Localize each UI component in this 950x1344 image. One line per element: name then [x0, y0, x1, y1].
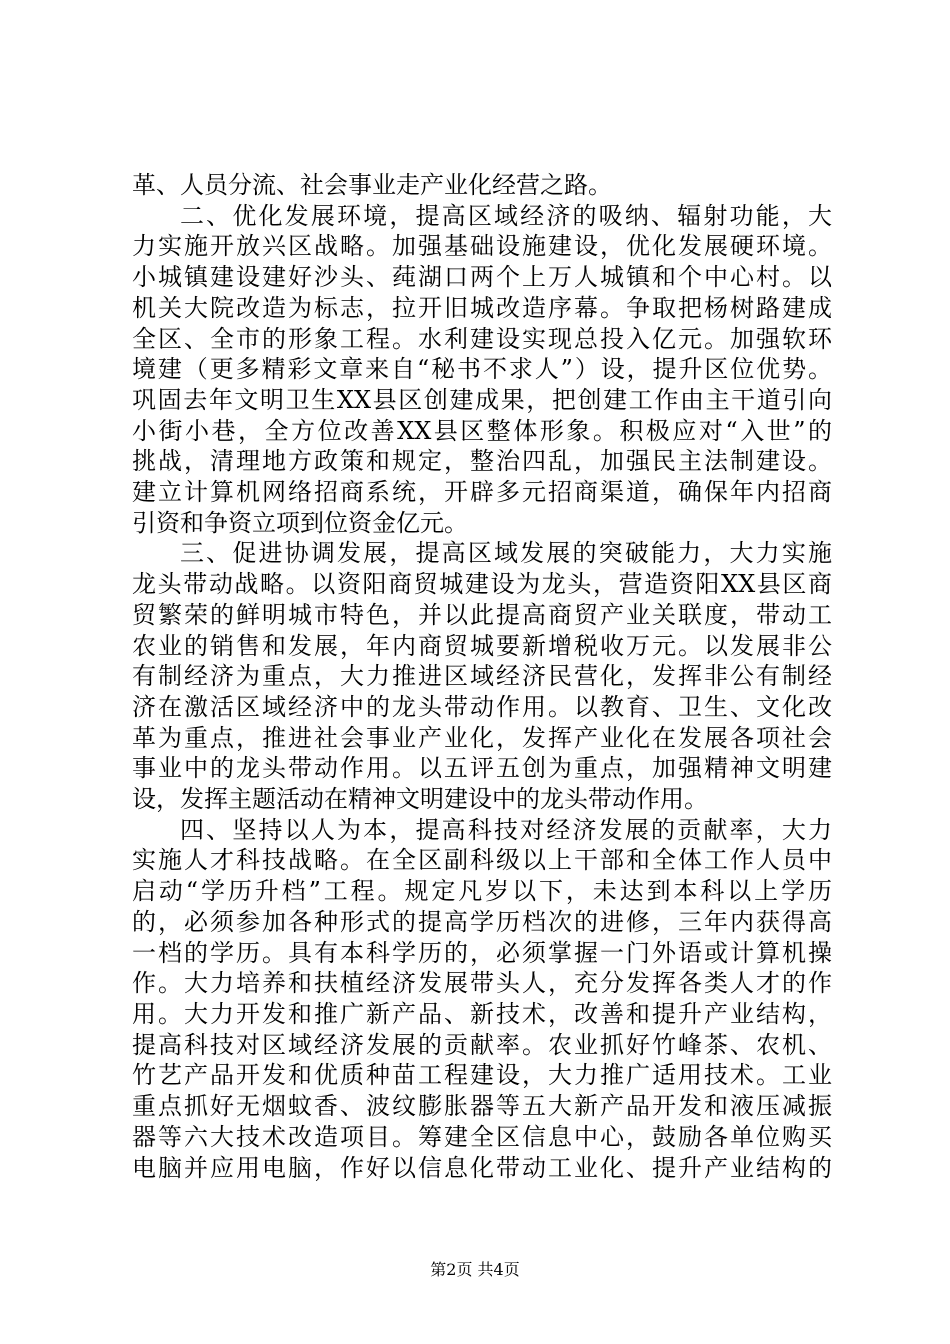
text-line: 设，发挥主题活动在精神文明建设中的龙头带动作用。 — [132, 785, 708, 814]
text-line: 挑战，清理地方政策和规定，整治四乱，加强民主法制建设。 — [132, 447, 832, 476]
text-line: 农业的销售和发展，年内商贸城要新增税收万元。以发展非公 — [132, 631, 832, 660]
text-line: 竹艺产品开发和优质种苗工程建设，大力推广适用技术。工业 — [132, 1061, 832, 1090]
paragraph-start-line: 二、优化发展环境，提高区域经济的吸纳、辐射功能，大 — [180, 201, 832, 230]
text-line: 境建（更多精彩文章来自“秘书不求人”）设，提升区位优势。 — [132, 355, 832, 384]
paragraph-start-line: 四、坚持以人为本，提高科技对经济发展的贡献率，大力 — [180, 815, 832, 844]
text-line: 龙头带动战略。以资阳商贸城建设为龙头，营造资阳XX县区商 — [132, 570, 832, 599]
text-line: 革、人员分流、社会事业走产业化经营之路。 — [132, 171, 612, 199]
body-text — [132, 170, 832, 1183]
text-line: 的，必须参加各种形式的提高学历档次的进修，三年内获得高 — [132, 907, 832, 936]
text-line: 革为重点，推进社会事业产业化，发挥产业化在发展各项社会 — [132, 723, 832, 752]
page-number-footer: 第2页 共4页 — [430, 1260, 520, 1279]
text-line: 引资和争资立项到位资金亿元。 — [132, 508, 468, 537]
text-line: 器等六大技术改造项目。筹建全区信息中心，鼓励各单位购买 — [132, 1122, 832, 1151]
text-line: 小街小巷，全方位改善XX县区整体形象。积极应对“入世”的 — [132, 416, 832, 445]
text-line: 巩固去年文明卫生XX县区创建成果，把创建工作由主干道引向 — [132, 385, 832, 414]
text-line: 贸繁荣的鲜明城市特色，并以此提高商贸产业关联度，带动工 — [132, 600, 832, 629]
text-line: 电脑并应用电脑，作好以信息化带动工业化、提升产业结构的 — [132, 1153, 832, 1182]
text-line: 一档的学历。具有本科学历的，必须掌握一门外语或计算机操 — [132, 938, 832, 967]
text-line: 提高科技对区域经济发展的贡献率。农业抓好竹峰茶、农机、 — [132, 1030, 832, 1059]
text-line: 小城镇建设建好沙头、莼湖口两个上万人城镇和个中心村。以 — [132, 263, 832, 292]
text-line: 启动“学历升档”工程。规定凡岁以下，未达到本科以上学历 — [132, 877, 832, 906]
text-line: 作。大力培养和扶植经济发展带头人，充分发挥各类人才的作 — [132, 969, 832, 998]
text-line: 力实施开放兴区战略。加强基础设施建设，优化发展硬环境。 — [132, 232, 832, 261]
text-line: 实施人才科技战略。在全区副科级以上干部和全体工作人员中 — [132, 846, 832, 875]
text-line: 重点抓好无烟蚊香、波纹膨胀器等五大新产品开发和液压减振 — [132, 1092, 832, 1121]
text-line: 事业中的龙头带动作用。以五评五创为重点，加强精神文明建 — [132, 754, 832, 783]
text-line: 有制经济为重点，大力推进区域经济民营化，发挥非公有制经 — [132, 662, 832, 691]
text-line: 济在激活区域经济中的龙头带动作用。以教育、卫生、文化改 — [132, 692, 832, 721]
text-line: 建立计算机网络招商系统，开辟多元招商渠道，确保年内招商 — [132, 478, 832, 507]
text-line: 用。大力开发和推广新产品、新技术，改善和提升产业结构， — [132, 999, 832, 1028]
text-line: 机关大院改造为标志，拉开旧城改造序幕。争取把杨树路建成 — [132, 293, 832, 322]
paragraph-start-line: 三、促进协调发展，提高区域发展的突破能力，大力实施 — [180, 539, 832, 568]
text-line: 全区、全市的形象工程。水利建设实现总投入亿元。加强软环 — [132, 324, 832, 353]
